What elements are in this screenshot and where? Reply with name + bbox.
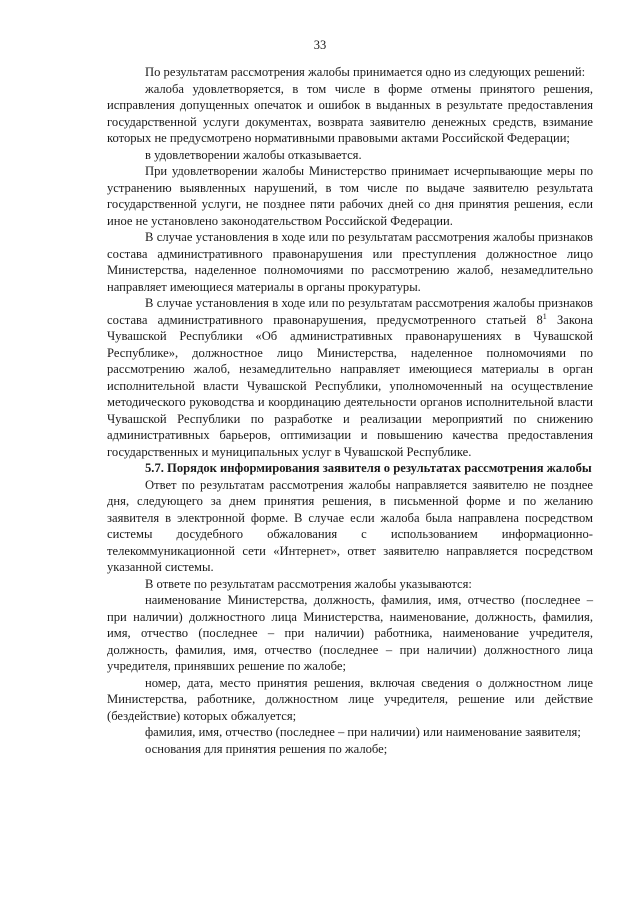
- law-text-before: В случае установления в ходе или по результатам рассмотрения жалобы признаков состава административного правонарушения, предусмотренного статьей 8: [107, 296, 593, 327]
- paragraph-chuvash-law: [107, 295, 593, 460]
- law-article-superscript: 1: [542, 311, 547, 321]
- paragraph-response-delivery: Ответ по результатам рассмотрения жалобы направляется заявителю не позднее дня, следующего за днем принятия решения, в письменной форме и по желанию заявителя в электронной форме. В случае если жалоба была направлена посредством системы досудебного обжалования с использованием информационно-телекоммуникационной сети «Интернет», ответ заявителю направляется посредством указанной системы.: [107, 477, 593, 574]
- law-text-after: Закона Чувашской Республики «Об административных правонарушениях в Чувашской Республике», должностное лицо Министерства, наделенное полномочиями по рассмотрению жалоб, незамедлительно направляет имеющиеся материалы в орган исполнительной власти Чувашской Республики, уполномоченный на осуществление методического руководства и координацию деятельности органов исполнительной власти Чувашской Республики по разработке и реализации мероприятий по снижению административных барьеров, оптимизации и повышению качества предоставления государственных и муниципальных услуг в Чувашской Республике.: [107, 312, 593, 459]
- section-heading: 5.7. Порядок информирования заявителя о результатах рассмотрения жалобы: [145, 461, 592, 475]
- paragraph-decision-options: По результатам рассмотрения жалобы принимается одно из следующих решений:: [145, 65, 586, 79]
- paragraph-measures: При удовлетворении жалобы Министерство принимает исчерпывающие меры по устранению выявленных нарушений, в том числе по выдаче заявителю результата государственной услуги, не позднее пяти рабочих дней со дня принятия решения, если иное не установлено законодательством Российской Федерации.: [107, 164, 593, 228]
- list-item-decision-details: номер, дата, место принятия решения, включая сведения о должностном лице Министерства, работнике, должностном лице учредителя, решение или действие (бездействие) которых обжалуется;: [107, 675, 593, 723]
- page-number: 33: [313, 38, 327, 52]
- paragraph-response-contents: В ответе по результатам рассмотрения жалобы указываются:: [145, 576, 472, 591]
- list-item-grounds: основания для принятия решения по жалобе;: [145, 741, 388, 756]
- list-item-officials: наименование Министерства, должность, фамилия, имя, отчество (последнее – при наличии) должностного лица Министерства, наименование, должность, фамилия, имя, отчество (последнее – при наличии) работника, наименование учредителя, должность, фамилия, имя, отчество (последнее – при наличии) должностного лица учредителя, принявших решение по жалобе;: [107, 593, 593, 673]
- paragraph-prosecutor: В случае установления в ходе или по результатам рассмотрения жалобы признаков состава административного правонарушения или преступления должностное лицо Министерства, наделенное полномочиями по рассмотрению жалоб, незамедлительно направляет имеющиеся материалы в органы прокуратуры.: [107, 230, 593, 294]
- paragraph-complaint-satisfied: жалоба удовлетворяется, в том числе в форме отмены принятого решения, исправления допущенных опечаток и ошибок в выданных в результате предоставления государственной услуги документах, возврата заявителю денежных средств, взимание которых не предусмотрено нормативными правовыми актами Российской Федерации;: [107, 81, 593, 145]
- paragraph-complaint-refused: в удовлетворении жалобы отказывается.: [145, 147, 362, 162]
- document-body: [107, 64, 593, 757]
- list-item-applicant-name: фамилия, имя, отчество (последнее – при наличии) или наименование заявителя;: [145, 725, 581, 739]
